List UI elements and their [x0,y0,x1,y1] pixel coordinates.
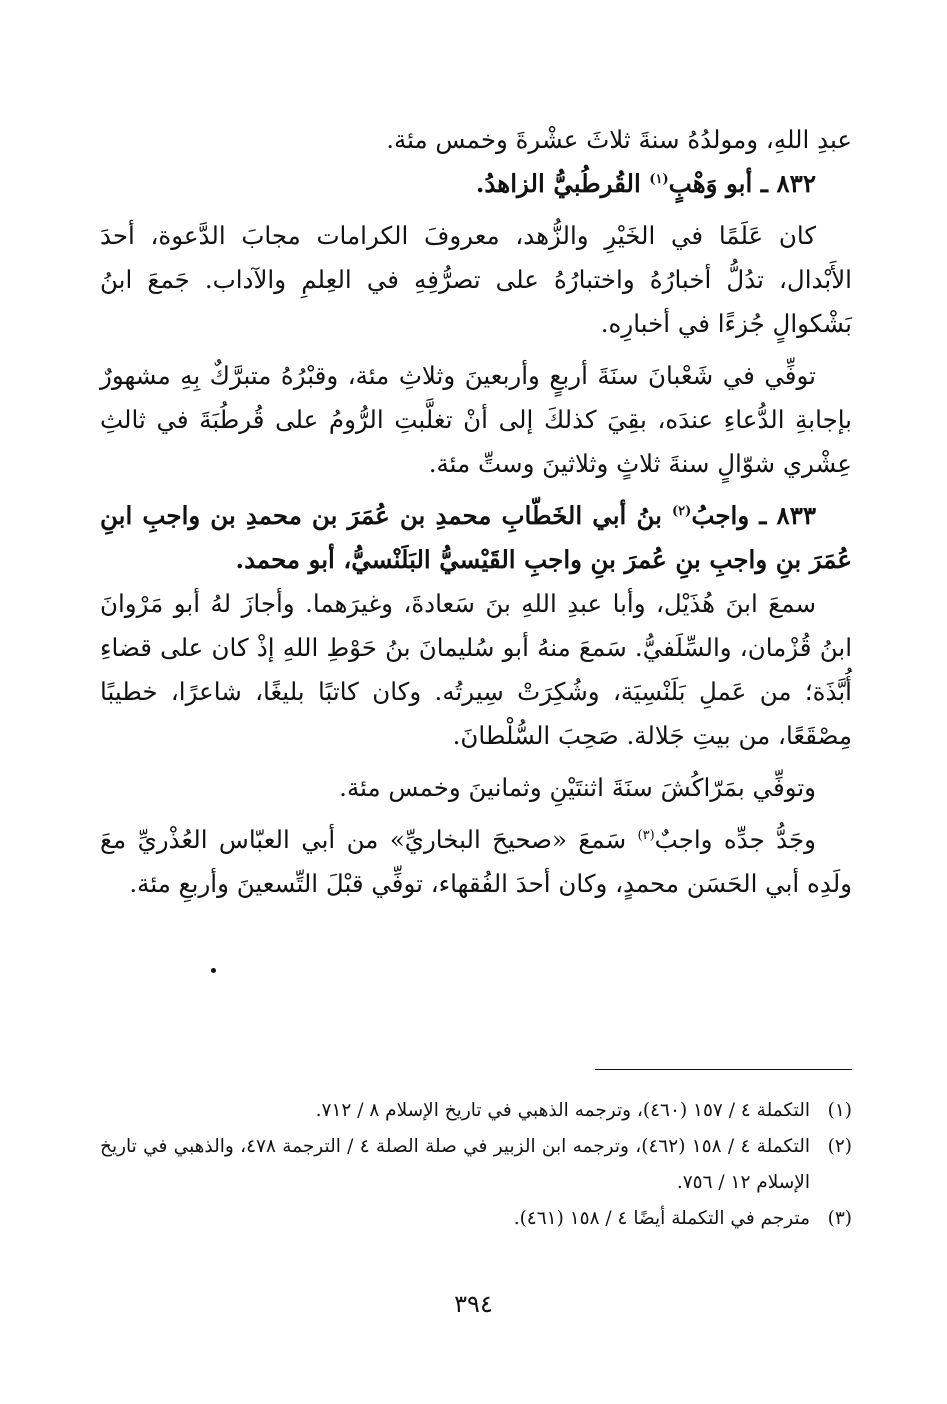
entry-heading-text: ٨٣٢ ـ أبو وَهْبٍ [668,169,816,198]
footnote-separator [595,1069,852,1070]
footnote-text: مترجم في التكملة أيضًا ٤ / ١٥٨ (٤٦١). [513,1208,810,1229]
footnote-text: التكملة ٤ / ١٥٧ (٤٦٠)، وترجمه الذهبي في تاريخ الإسلام ٨ / ٧١٢. [315,1100,810,1121]
footnote-1 [100,1093,852,1129]
page-number: ٣٩٤ [454,1290,493,1318]
entry-heading-text: القُرطُبيُّ الزاهدُ. [475,169,650,198]
footnote-ref: (٢) [672,503,692,519]
paragraph: توفِّي في شَعْبانَ سنَةَ أربعٍ وأربعينَ وثلاثِ مئة، وقبْرُهُ متبرَّكٌ بِهِ مشهورٌ بإجابةِ الدُّعاءِ عندَه، بقِيَ كذلكَ إلى أنْ تغلَّبتِ الرُّومُ على قُرطُبَةَ في ثالثِ عِشْري شوّالٍ سنةَ ثلاثٍ وثلاثينَ وستِّ مئة. [100,361,852,478]
paragraph: وتوفِّي بمَرّاكُشَ سنَةَ اثنتَيْنِ وثمانينَ وخمس مئة. [339,773,816,802]
main-text [100,118,852,906]
entry-heading-text: ٨٣٣ ـ واجبُ [691,501,817,530]
paragraph: سمعَ ابنَ هُذَيْل، وأبا عبدِ اللهِ بنَ سَعادةَ، وغيرَهما. وأجازَ لهُ أبو مَرْوانَ ابنُ قُزْمان، والسِّلَفيُّ. سَمعَ منهُ أبو سُليمانَ بنُ حَوْطِ اللهِ إذْ كان على قضاءِ أُبَّذَة؛ من عَملِ بَلَنْسِيَة، وشُكِرَتْ سِيرتُه. وكان كاتبًا بليغًا، شاعرًا، خطيبًا مِصْقَعًا، من بيتِ جَلالة. صَحِبَ السُّلْطانَ. [100,589,852,750]
footnote-number: (١) [827,1100,852,1121]
footnote-number: (٣) [827,1208,852,1229]
footnote-3 [100,1201,852,1237]
entry-heading-832 [100,162,852,206]
paragraph: كان عَلَمًا في الخَيْرِ والزُّهد، معروفَ الكرامات مجابَ الدَّعوة، أحدَ الأَبْدال، تدُلُّ أخبارُهُ واختبارُهُ على تصرُّفِهِ في العِلمِ والآداب. جَمعَ ابنُ بَشْكوالٍ جُزءًا في أخبارِه. [100,221,852,338]
footnote-ref: (١) [649,171,669,187]
footnote-text: التكملة ٤ / ١٥٨ (٤٦٢)، وترجمه ابن الزبير في صلة الصلة ٤ / الترجمة ٤٧٨، والذهبي في تاريخ الإسلام ١٢ / ٧٥٦. [100,1136,810,1193]
paragraph [100,818,852,906]
footnotes [100,1093,852,1237]
footnote-ref: (٣) [637,827,655,843]
entry-heading-833 [100,494,852,582]
ink-speck [211,968,216,973]
footnote-2 [100,1129,852,1201]
footnote-number: (٢) [827,1136,852,1157]
paragraph-text: سَمعَ «صحيحَ البخاريِّ» من أبي العبّاس العُذْريِّ معَ ولَدِه أبي الحَسَن محمدٍ، وكان أحدَ الفُقهاء، توفِّي قبْلَ التِّسعينَ وأربعِ مئة. [100,825,852,898]
paragraph: عبدِ اللهِ، ومولدُهُ سنةَ ثلاثَ عشْرةَ وخمس مئة. [386,125,852,154]
entry-heading-text: بنُ أبي الخَطّابِ محمدِ بن عُمَرَ بن محمدِ بن واجبِ ابنِ عُمَرَ بنِ واجبِ بنِ عُمرَ بنِ واجبِ القَيْسيُّ البَلَنْسيُّ، أبو محمد. [100,501,852,574]
paragraph-text: وجَدُّ جدِّه واجبٌ [654,825,816,854]
